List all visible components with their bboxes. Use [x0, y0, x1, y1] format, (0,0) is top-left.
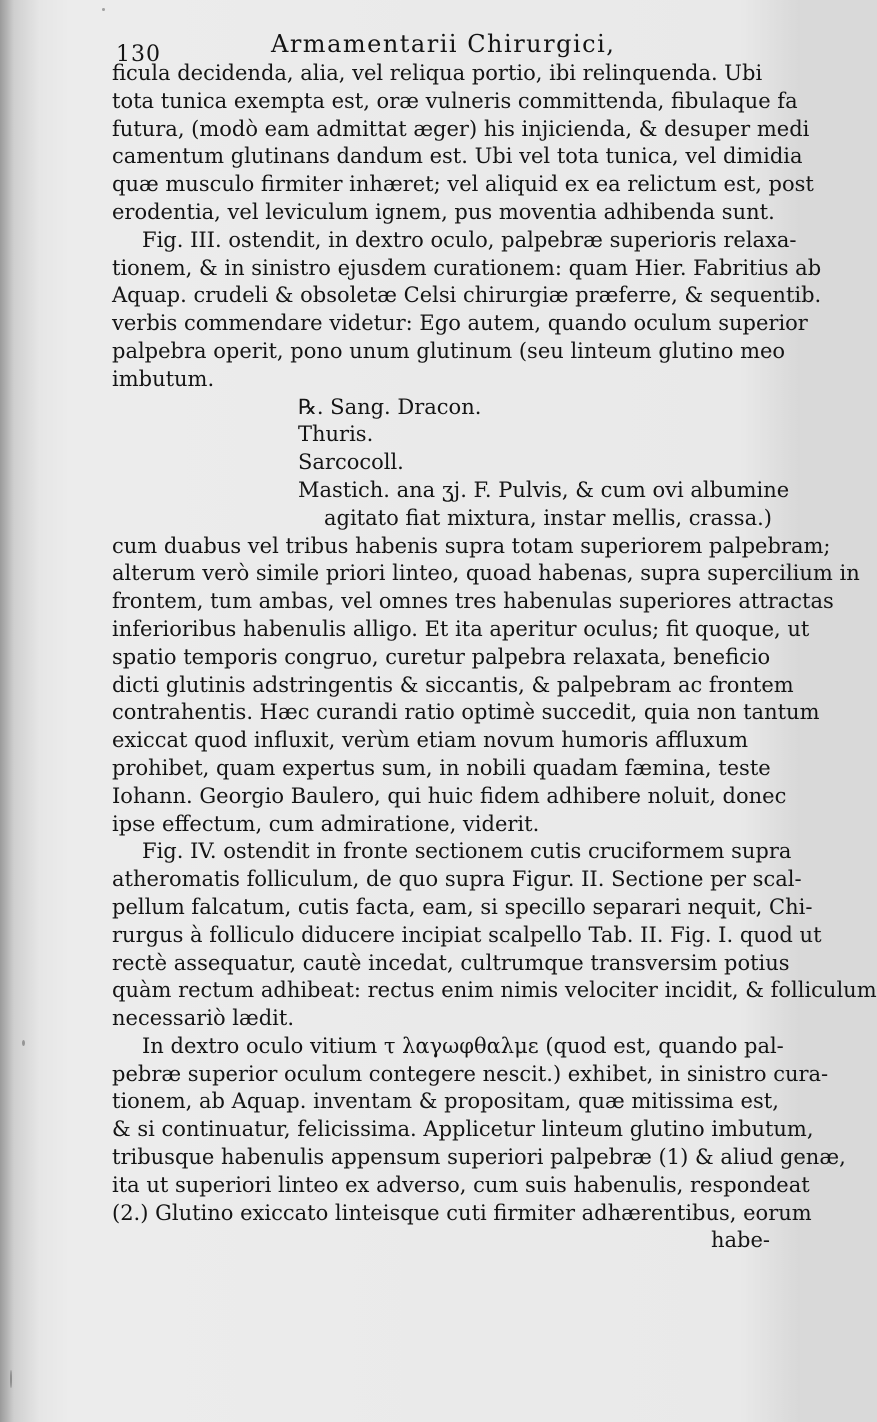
text-line: Fig. IV. ostendit in fronte sectionem cutis cruciformem supra: [142, 839, 792, 864]
text-line: alterum verò simile priori linteo, quoad habenas, supra supercilium in: [112, 561, 860, 586]
text-line: prohibet, quam expertus sum, in nobili quadam fæmina, teste: [112, 755, 771, 780]
text-line: cum duabus vel tribus habenis supra totam superiorem palpebram;: [112, 533, 831, 558]
text-line: imbutum.: [112, 366, 215, 391]
text-line: pellum falcatum, cutis facta, eam, si specillo separari nequit, Chi-: [112, 894, 813, 919]
recipe-line: Sarcocoll.: [298, 450, 404, 475]
recipe-line: Thuris.: [298, 422, 374, 447]
text-line: rurgus à folliculo diducere incipiat scalpello Tab. II. Fig. I. quod ut: [112, 922, 822, 947]
print-speck: [22, 1040, 25, 1046]
text-line: pebræ superior oculum contegere nescit.) exhibet, in sinistro cura-: [112, 1061, 829, 1086]
text-line: contrahentis. Hæc curandi ratio optimè succedit, quia non tantum: [112, 700, 820, 725]
text-line: erodentia, vel leviculum ignem, pus moventia adhibenda sunt.: [112, 199, 775, 224]
text-line: Iohann. Georgio Baulero, qui huic fidem adhibere noluit, donec: [112, 783, 787, 808]
text-line: (2.) Glutino exiccato linteisque cuti firmiter adhærentibus, eorum: [112, 1200, 812, 1225]
text-line: ita ut superiori linteo ex adverso, cum suis habenulis, respondeat: [112, 1172, 810, 1197]
text-line: ficula decidenda, alia, vel reliqua portio, ibi relinquenda. Ubi: [112, 61, 763, 85]
page-number: 130: [116, 42, 161, 67]
text-line: tionem, & in sinistro ejusdem curationem: quam Hier. Fabritius ab: [112, 255, 822, 280]
text-line: verbis commendare videtur: Ego autem, quando oculum superior: [112, 311, 808, 336]
body-text: [112, 60, 877, 1255]
recipe-line: ℞. Sang. Dracon.: [298, 394, 482, 419]
recipe-line: agitato fiat mixtura, instar mellis, crassa.): [324, 505, 772, 530]
text-line: ipse effectum, cum admiratione, viderit.: [112, 811, 540, 836]
text-line: palpebra operit, pono unum glutinum (seu linteum glutino meo: [112, 338, 786, 363]
text-line: frontem, tum ambas, vel omnes tres habenulas superiores attractas: [112, 589, 834, 614]
print-speck: [10, 1370, 12, 1388]
text-line: dicti glutinis adstringentis & siccantis, & palpebram ac frontem: [112, 672, 794, 697]
text-line: quàm rectum adhibeat: rectus enim nimis velociter incidit, & folliculum: [112, 978, 877, 1003]
text-line: & si continuatur, felicissima. Applicetur linteum glutino imbutum,: [112, 1117, 814, 1142]
text-line: tribusque habenulis appensum superiori palpebræ (1) & aliud genæ,: [112, 1145, 846, 1170]
text-line: camentum glutinans dandum est. Ubi vel tota tunica, vel dimidia: [112, 144, 803, 169]
running-title: Armamentarii Chirurgici,: [271, 30, 616, 58]
text-line: atheromatis folliculum, de quo supra Figur. II. Sectione per scal-: [112, 867, 802, 892]
recipe-line: Mastich. ana ʒj. F. Pulvis, & cum ovi albumine: [298, 477, 790, 502]
text-line: tota tunica exempta est, oræ vulneris committenda, fibulaque fa: [112, 88, 798, 113]
catchword: habe-: [710, 1228, 770, 1253]
text-line: futura, (modò eam admittat æger) his injicienda, & desuper medi: [112, 116, 810, 141]
text-line: rectè assequatur, cautè incedat, cultrumque transversim potius: [112, 950, 790, 975]
text-line: exiccat quod influxit, verùm etiam novum humoris affluxum: [112, 728, 749, 753]
text-line: In dextro oculo vitium τ λαγωφθαλμε (quod est, quando pal-: [142, 1033, 784, 1058]
text-line: quæ musculo firmiter inhæret; vel aliquid ex ea relictum est, post: [112, 172, 814, 197]
text-line: Fig. III. ostendit, in dextro oculo, palpebræ superioris relaxa-: [142, 227, 797, 252]
print-speck: [102, 8, 105, 11]
text-line: spatio temporis congruo, curetur palpebra relaxata, beneficio: [112, 644, 771, 669]
text-line: tionem, ab Aquap. inventam & propositam, quæ mitissima est,: [112, 1089, 779, 1114]
text-line: Aquap. crudeli & obsoletæ Celsi chirurgiæ præferre, & sequentib.: [112, 283, 822, 308]
text-line: necessariò lædit.: [112, 1006, 295, 1031]
text-line: inferioribus habenulis alligo. Et ita aperitur oculus; fit quoque, ut: [112, 616, 810, 641]
